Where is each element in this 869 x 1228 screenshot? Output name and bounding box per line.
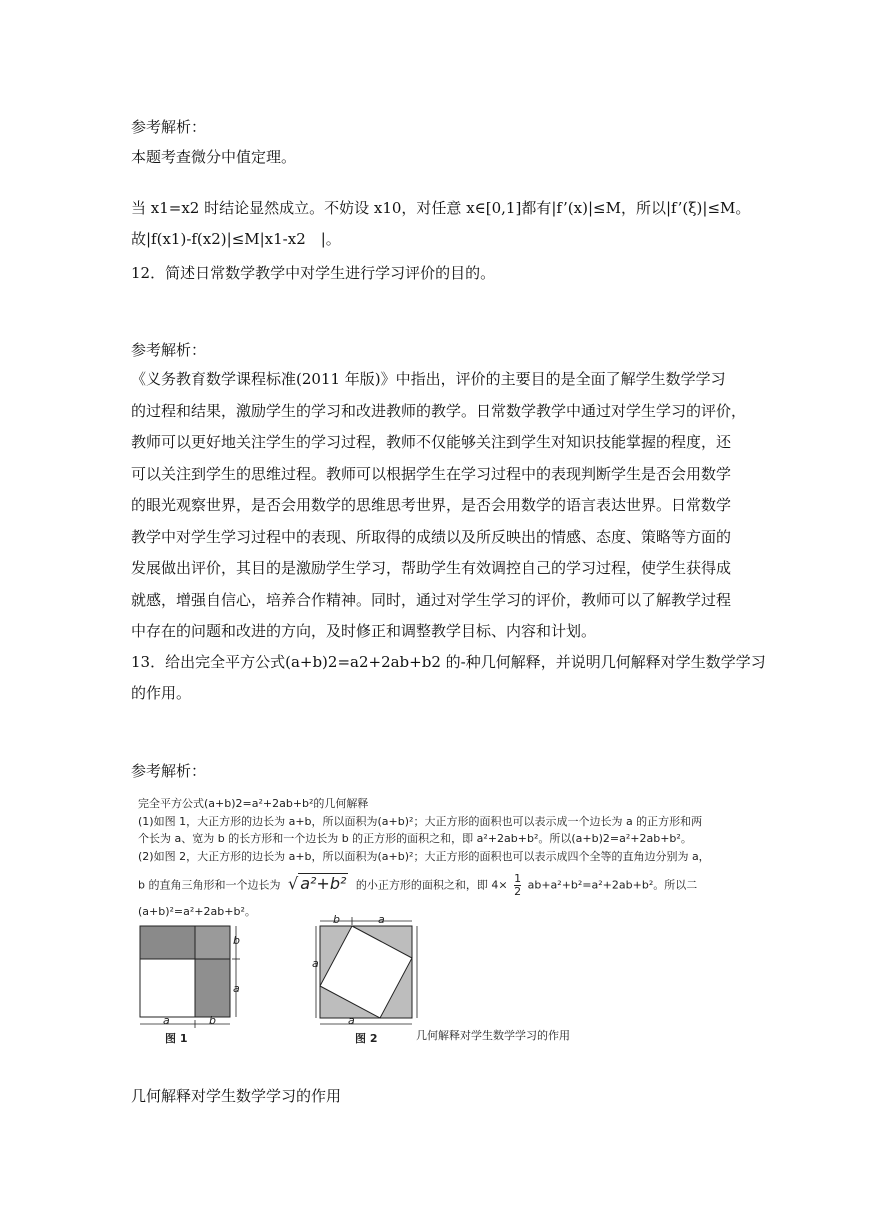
- question-13-line-2: 的作用。: [131, 684, 192, 702]
- answer-line: 发展做出评价，其目的是激励学生学习，帮助学生有效调控自己的学习过程，使学生获得成: [131, 559, 732, 577]
- q13-heading: 参考解析：: [131, 762, 207, 780]
- section1-heading: 参考解析：: [131, 118, 207, 136]
- question-12: 12．简述日常数学教学中对学生进行学习评价的目的。: [131, 264, 496, 282]
- label-a: a: [312, 957, 319, 970]
- section1-subject: 本题考查微分中值定理。: [131, 148, 297, 166]
- label-b: b: [233, 934, 240, 947]
- answer-line: 中存在的问题和改进的方向，及时修正和调整教学目标、内容和计划。: [131, 622, 597, 640]
- geometry-figure: [138, 795, 736, 1045]
- answer-line: 可以关注到学生的思维过程。教师可以根据学生在学习过程中的表现判断学生是否会用数学: [131, 464, 732, 483]
- answer-line: 就感，增强自信心，培养合作精神。同时，通过对学生学习的评价，教师可以了解教学过程: [131, 590, 732, 609]
- label-b: b: [333, 913, 340, 926]
- proof-line-2: 故|f(x1)-f(x2)|≤M|x1-x2 |。: [131, 230, 341, 248]
- closing-line: 几何解释对学生数学学习的作用: [131, 1087, 342, 1105]
- answer-line: 《义务教育数学课程标准(2011 年版)》中指出，评价的主要目的是全面了解学生数学学习: [131, 370, 726, 388]
- question-13-line-1: 13．给出完全平方公式(a+b)2=a2+2ab+b2 的-种几何解释，并说明几何解释对学生数学学习: [131, 653, 766, 671]
- fig2-caption: 图 2: [355, 1032, 378, 1045]
- answer-line: 教师可以更好地关注学生的学习过程，教师不仅能够关注到学生对知识技能掌握的程度，还: [131, 433, 732, 451]
- figure-2: [316, 917, 417, 1024]
- figure-line-4: b 的直角三角形和一个边长为 √ a²+b² 的小正方形的面积之和，即 4× $\frac{1}{2}$ ab+a²+b²=a²+2ab+b²。所以二: [138, 872, 698, 898]
- figure-1: [140, 926, 240, 1028]
- q12-answer: [131, 364, 747, 648]
- q12-heading: 参考解析：: [131, 341, 207, 359]
- answer-line: 教学中对学生学习过程中的表现、所取得的成绩以及所反映出的情感、态度、策略等方面的: [131, 527, 732, 546]
- figure-title: 完全平方公式(a+b)2=a²+2ab+b²的几何解释: [138, 797, 369, 810]
- fraction: $\frac{1}{2}$: [514, 872, 522, 898]
- figure-line-1: (1)如图 1，大正方形的边长为 a+b，所以面积为(a+b)²；大正方形的面积也可以表示成一个边长为 a 的正方形和两: [138, 815, 703, 828]
- figure-line-5: (a+b)²=a²+2ab+b²。: [138, 905, 256, 918]
- answer-line: 的过程和结果，激励学生的学习和改进教师的教学。日常数学教学中通过对学生学习的评价，: [131, 401, 747, 420]
- answer-line: 的眼光观察世界，是否会用数学的思维思考世界，是否会用数学的语言表达世界。日常数学: [131, 496, 732, 514]
- label-a: a: [163, 1014, 170, 1027]
- label-a: a: [233, 982, 240, 995]
- label-a: a: [348, 1014, 355, 1027]
- label-a: a: [378, 913, 385, 926]
- label-b: b: [209, 1014, 216, 1027]
- sqrt-expression: √ a²+b²: [287, 873, 347, 893]
- figure-line-2: 个长为 a、宽为 b 的长方形和一个边长为 b 的正方形的面积之和，即 a²+2ab+b²。所以(a+b)2=a²+2ab+b²。: [138, 832, 692, 845]
- side-caption: 几何解释对学生数学学习的作用: [416, 1029, 570, 1042]
- figure-drawings: [138, 795, 736, 1045]
- figure-line-3: (2)如图 2，大正方形的边长为 a+b，所以面积为(a+b)²；大正方形的面积也可以表示成四个全等的直角边分别为 a，: [138, 850, 710, 863]
- fig1-caption: 图 1: [165, 1032, 188, 1045]
- proof-line-1: 当 x1=x2 时结论显然成立。不妨设 x10，对任意 x∈[0,1]都有|f’(x)|≤M，所以|f’(ξ)|≤M。: [131, 199, 751, 217]
